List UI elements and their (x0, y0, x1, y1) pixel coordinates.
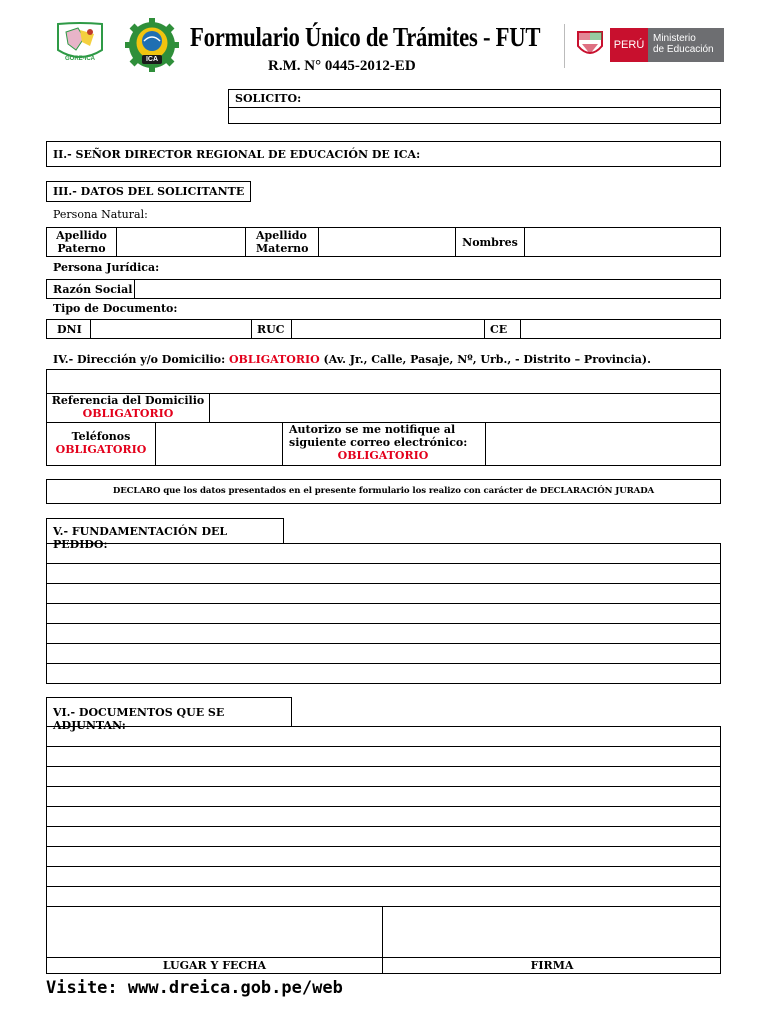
firma-input[interactable] (383, 907, 721, 957)
email-input[interactable] (486, 423, 721, 466)
ministry-label-line2: de Educación (653, 44, 714, 55)
referencia-required-label: OBLIGATORIO (82, 407, 174, 420)
referencia-input[interactable] (210, 394, 721, 422)
persona-natural-table (46, 227, 721, 257)
coat-of-arms-icon (572, 26, 608, 62)
dni-label: DNI (57, 323, 82, 336)
dni-input[interactable] (91, 320, 251, 338)
email-required-label: OBLIGATORIO (337, 449, 429, 462)
gore-ica-emblem-icon (50, 20, 110, 70)
header-divider (564, 24, 565, 68)
apellido-materno-input[interactable] (319, 228, 455, 256)
section-3-title: III.- DATOS DEL SOLICITANTE (53, 185, 245, 198)
direccion-input[interactable] (47, 370, 720, 393)
ministry-label (648, 28, 724, 62)
referencia-label: Referencia del Domicilio OBLIGATORIO (47, 394, 209, 420)
ce-input[interactable] (521, 320, 721, 338)
razon-social-row (46, 279, 721, 299)
declaration-text: DECLARO que los datos presentados en el presente formulario los realizo con carácter de DECLARACIÓN JURADA (112, 486, 655, 496)
documento-row (46, 319, 721, 339)
domicilio-table (46, 369, 721, 466)
lugar-fecha-input[interactable] (47, 907, 382, 957)
nombres-input[interactable] (525, 228, 721, 256)
razon-social-label: Razón Social (53, 283, 133, 296)
telefonos-input[interactable] (156, 423, 282, 466)
section-5-title: V.- FUNDAMENTACIÓN DEL PEDIDO: (53, 525, 228, 551)
section-5-title-box (46, 518, 284, 551)
signature-table (46, 906, 721, 974)
documentos-lines[interactable] (46, 726, 721, 907)
ruc-label: RUC (257, 323, 285, 336)
firma-label: FIRMA (530, 959, 574, 972)
apellido-paterno-input[interactable] (117, 228, 245, 256)
section-4-title (53, 353, 651, 366)
email-authorization-label: Autorizo se me notifique al siguiente correo electrónico: OBLIGATORIO (289, 423, 485, 462)
fundamentacion-lines[interactable] (46, 543, 721, 684)
page-title: Formulario Único de Trámites - FUT (190, 22, 541, 52)
solicito-input[interactable] (229, 108, 720, 124)
ruc-input[interactable] (292, 320, 484, 338)
solicito-box (228, 89, 721, 124)
tipo-documento-label: Tipo de Documento: (53, 302, 178, 315)
razon-social-input[interactable] (135, 280, 721, 298)
persona-juridica-label: Persona Jurídica: (53, 261, 160, 274)
section-2-title: II.- SEÑOR DIRECTOR REGIONAL DE EDUCACIÓN DE ICA: (53, 148, 421, 161)
peru-shield-icon (572, 26, 608, 62)
ce-label: CE (490, 323, 508, 336)
direccion-required-label: OBLIGATORIO (228, 353, 320, 366)
section-3-title-box (46, 181, 251, 202)
persona-natural-label: Persona Natural: (53, 208, 148, 221)
visit-website-link[interactable]: Visite: www.dreica.gob.pe/web (46, 978, 343, 998)
nombres-label: Nombres (462, 236, 518, 249)
section-4-title-prefix: IV.- Dirección y/o Domicilio: (53, 353, 229, 366)
page-subtitle: R.M. N° 0445-2012-ED (268, 58, 416, 74)
telefonos-required-label: OBLIGATORIO (55, 443, 147, 456)
dre-ica-logo (122, 17, 182, 73)
lugar-fecha-label: LUGAR Y FECHA (162, 959, 267, 972)
solicito-label: SOLICITO: (235, 92, 302, 105)
section-4-title-suffix: (Av. Jr., Calle, Pasaje, Nº, Urb., - Distrito – Provincia). (319, 353, 651, 366)
section-6-title: VI.- DOCUMENTOS QUE SE ADJUNTAN: (53, 706, 225, 732)
apellido-materno-label: Apellido Materno (256, 229, 309, 255)
ministry-label-line1: Ministerio (653, 33, 696, 44)
section-6-title-box (46, 697, 292, 732)
dre-ica-badge-text: ICA (145, 56, 159, 63)
gore-ica-logo (50, 20, 110, 70)
gore-ica-logo-text: GORE-ICA (65, 56, 95, 62)
declaration-box (46, 479, 721, 504)
apellido-paterno-label: Apellido Paterno (56, 229, 107, 255)
telefonos-label: Teléfonos OBLIGATORIO (47, 430, 155, 456)
peru-label: PERÚ (610, 28, 648, 62)
gear-emblem-icon (122, 17, 182, 73)
section-2-box (46, 141, 721, 167)
